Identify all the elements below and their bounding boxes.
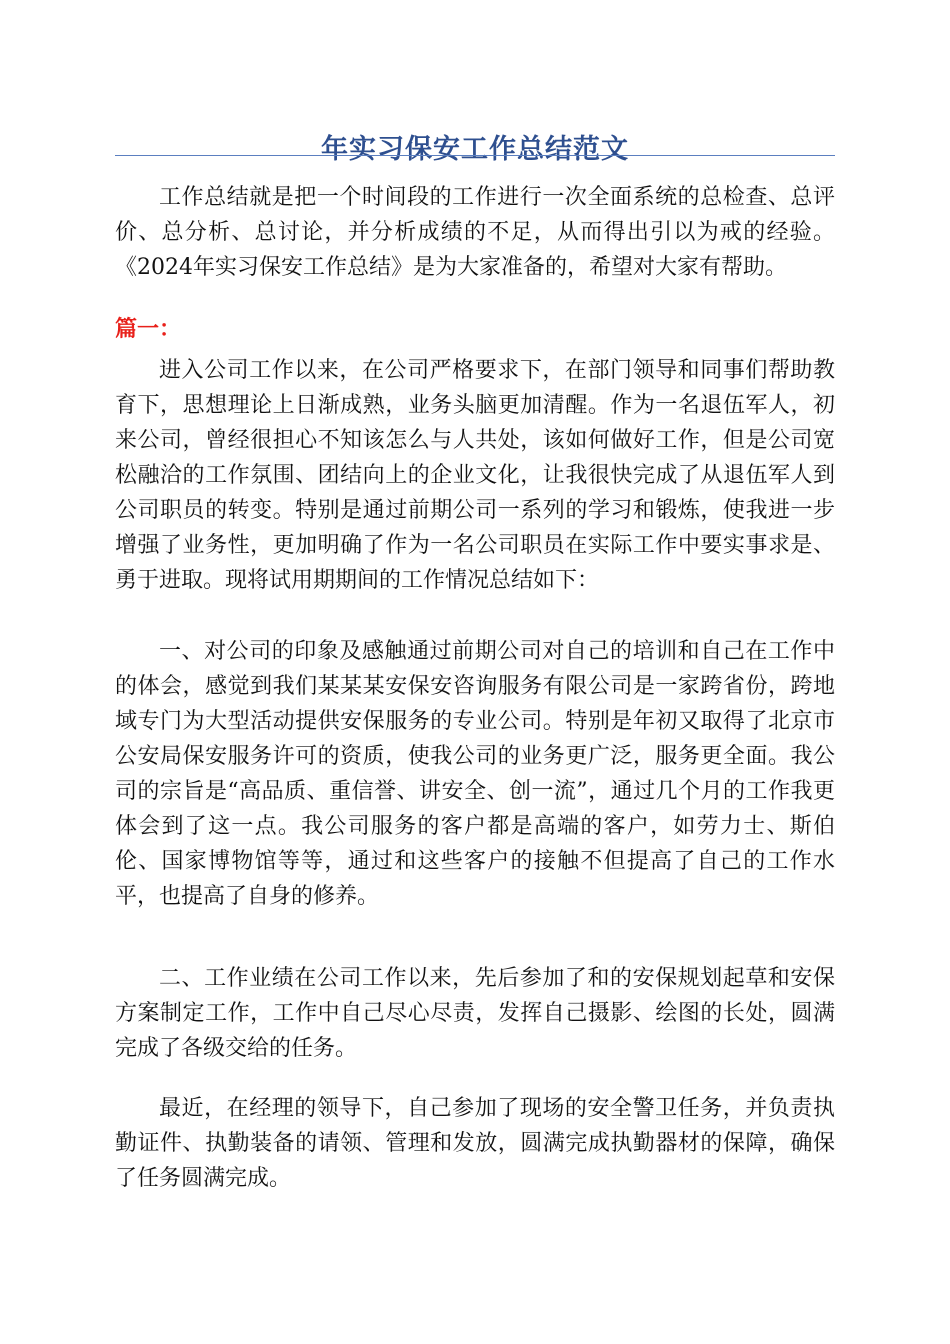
title-underline	[115, 155, 835, 156]
body-paragraph-4: 最近，在经理的领导下，自己参加了现场的安全警卫任务，并负责执勤证件、执勤装备的请领、管理和发放，圆满完成执勤器材的保障，确保了任务圆满完成。	[115, 1096, 835, 1191]
intro-paragraph: 工作总结就是把一个时间段的工作进行一次全面系统的总检查、总评价、总分析、总讨论，并分析成绩的不足，从而得出引以为戒的经验。《2024年实习保安工作总结》是为大家准备的，希望对大家有帮助。	[115, 185, 835, 280]
section-heading: 篇一：	[115, 316, 182, 342]
body-paragraph-1: 进入公司工作以来，在公司严格要求下，在部门领导和同事们帮助教育下，思想理论上日渐成熟，业务头脑更加清醒。作为一名退伍军人，初来公司，曾经很担心不知该怎么与人共处，该如何做好工作，但是公司宽松融洽的工作氛围、团结向上的企业文化，让我很快完成了从退伍军人到公司职员的转变。特别是通过前期公司一系列的学习和锻炼，使我进一步增强了业务性，更加明确了作为一名公司职员在实际工作中要实事求是、勇于进取。现将试用期期间的工作情况总结如下：	[115, 358, 835, 593]
document-title: 年实习保安工作总结范文	[321, 134, 629, 166]
body-paragraph-2: 一、对公司的印象及感触通过前期公司对自己的培训和自己在工作中的体会，感觉到我们某某某安保安咨询服务有限公司是一家跨省份，跨地域专门为大型活动提供安保服务的专业公司。特别是年初又取得了北京市公安局保安服务许可的资质，使我公司的业务更广泛，服务更全面。我公司的宗旨是“高品质、重信誉、讲安全、创一流”，通过几个月的工作我更体会到了这一点。我公司服务的客户都是高端的客户，如劳力士、斯伯伦、国家博物馆等等，通过和这些客户的接触不但提高了自己的工作水平，也提高了自身的修养。	[115, 639, 835, 909]
body-paragraph-3: 二、工作业绩在公司工作以来，先后参加了和的安保规划起草和安保方案制定工作，工作中自己尽心尽责，发挥自己摄影、绘图的长处，圆满完成了各级交给的任务。	[115, 966, 835, 1061]
